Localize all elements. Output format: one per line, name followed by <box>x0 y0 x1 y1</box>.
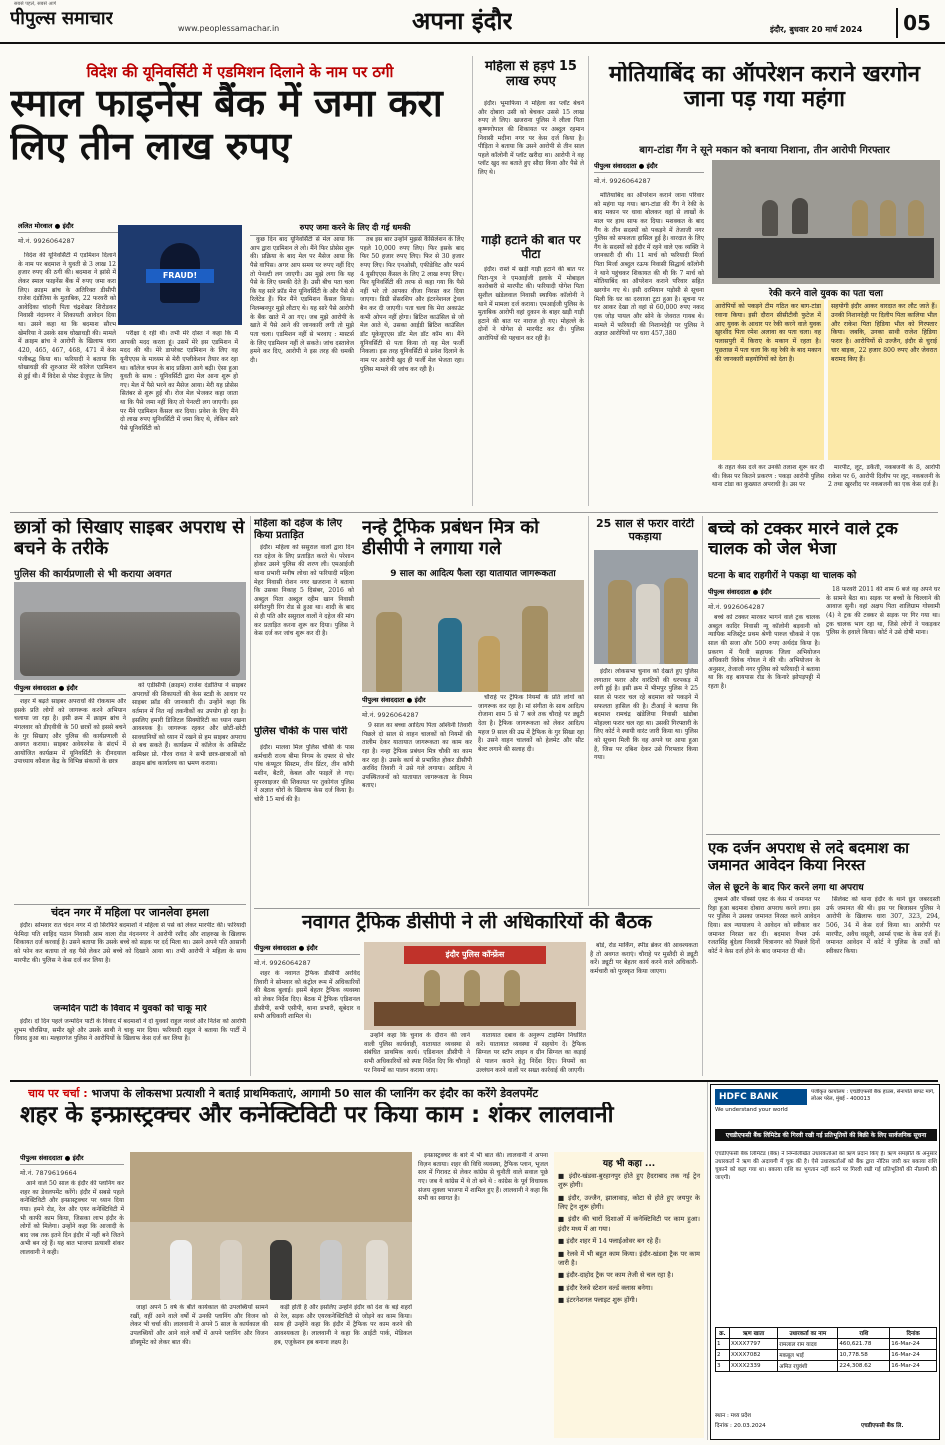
cataract-subhead: बाग-टांडा गैंग ने सूने मकान को बनाया निशाना, तीन आरोपी गिरफ्तार <box>639 145 890 156</box>
bank-name: HDFC BANK <box>719 1092 779 1102</box>
section-rule <box>254 908 700 909</box>
dcp-byline-block <box>254 942 360 967</box>
theft-headline: पुलिस चौकी के पास चोरी <box>254 726 348 737</box>
column-divider <box>250 516 251 1076</box>
dcp-body-2: उन्होंने कहा कि चुनाव के दौरान की जाने वाली पुलिस कार्यवाही, यातायात व्यवस्था से संबंधित प्राथमिक कार्य। एडिशनल डीसीपी ने सभी अधिकारियों को स्पष्ट निर्देश दिए कि चौराहों पर नियमों का पालन कराया जाए। <box>364 1032 470 1074</box>
list-item: ■ इंटरनेशनल फ्लाइट शुरू होंगी। <box>558 1295 638 1304</box>
lalwani-col-3: कड़ी होती है और इसलिए उन्होंने इंदौर को देश के बड़े शहरों से रेल, सड़क और एयरकनेक्टिविटी से जोड़ने का काम किया। साथ ही उन्होंने कहा कि इंदौर में ट्रैफिक पर काम करने की आवश्यकता है। लालवानी ने कहा कि आईटी पार्क, मेडिकल हब, एजुकेशन हब बनाना लक्ष्य है। <box>274 1304 412 1346</box>
table-header <box>716 1328 937 1339</box>
table-row <box>716 1339 937 1350</box>
lalwani-photo <box>130 1152 412 1300</box>
panelist <box>220 1240 242 1300</box>
officer <box>504 970 520 1006</box>
dateline: इंदौर, बुधवार 20 मार्च 2024 <box>770 25 863 34</box>
cyber-subhead: पुलिस की कार्यप्रणाली से भी कराया अवगत <box>14 569 172 580</box>
person <box>762 200 778 236</box>
panelist <box>320 1240 342 1300</box>
table-cell: 16-Mar-24 <box>890 1339 937 1350</box>
column-divider <box>588 516 589 906</box>
phone-number: मो.नं. 7879619664 <box>20 1169 77 1177</box>
page-number: 05 <box>896 8 936 38</box>
notice-footer-date: दिनांक : 20.03.2024 <box>715 1423 766 1429</box>
cyber-byline-block <box>14 682 126 698</box>
phone-number: मो.नं. 9926064287 <box>362 711 419 719</box>
table-header-cell: राशि <box>838 1328 890 1339</box>
birthday-body: इंदौर। दो दिन पहले जन्मदिन पार्टी के विवाद में बदमाशों ने दो युवकों राहुल नरवरे और नितेश को आरोपी शुभम चौरसिया, समीर खुरे और उसके साथी ने चाकू मार दिया। फरियादी राहुल ने बताया कि पार्टी में विवाद हुआ था। मल्हारगंज पुलिस ने आरोपियों के खिलाफ केस दर्ज कर लिया है। <box>14 1018 246 1043</box>
dcp-photo <box>364 942 586 1030</box>
truck-body-2: 18 फरवरी 2011 की शाम 6 बजे वह अपने घर के सामने बैठा था। सड़क पर बच्चों के चिल्लाने की आवाज सुनी। वहां अक्षय पिता शालिग्राम गोस्वामी (4) ने ट्रक की टक्कर से सड़क पर गिर गया था। ट्रक चालक भाग रहा था, जिसे लोगों ने पकड़कर पुलिस के हवाले किया। कोर्ट ने उसे दोषी माना। <box>826 586 940 637</box>
table-cell: 10,778.58 <box>838 1350 890 1361</box>
table-cell: 16-Mar-24 <box>890 1350 937 1361</box>
cataract-body: मोतियाबिंद का ऑपरेशन कराने जाना परिवार को महंगा पड़ गया। बाग-टांडा की गैंग ने रेकी के बाद मकान पर धावा बोलकर वहां से लाखों के माल पर हाथ साफ कर दिया। मशक्कत के बाद गैंग के तीन सदस्यों को पकड़ने में तेजाजी नगर पुलिस को सफलता हासिल हुई है। वारदात के लिए गैंग के सदस्यों को इंदौर में रहने वाले एक व्यक्ति ने जानकारी दी थी। 11 मार्च को फरियादी मिर्जा पिता मिर्जा अब्दुल रऊफ निवासी सिद्धार्थ कॉलोनी ने थाने पहुंचकर शिकायत की थी कि 7 मार्च को मोतियाबिंद का ऑपरेशन कराने परिवार सहित खरगोन गए थे। इसी दरमियान पड़ोसी से सूचना मिली कि घर का दरवाजा टूटा हुआ है। सूचना पर घर आकर देखा तो वहां से 60,000 रुपए नकद एक जोड़ पायल और सोने के जेवरात गायब थे। मामले में फरियादी की निशानदेही पर पुलिस ने अज्ञात आरोपियों पर धारा 457,380 <box>594 192 704 338</box>
traffic-byline-block <box>362 694 472 719</box>
traffic-headline: नन्हे ट्रैफिक प्रबंधन मित्र को डीसीपी ने लगाया गले <box>362 518 539 559</box>
cataract-byline-block <box>594 160 704 185</box>
column-divider <box>472 56 473 506</box>
brand-tagline: सबसे पहले, सबसे आगे <box>14 1 57 7</box>
chai-strip <box>28 1086 708 1101</box>
infobox-text: सहयोगी इंदौर आकर वारदात कर लौट जाते हैं। उनकी निशानदेही पर दिलीप पिता कालिया भील और राकेश पिता हिडिया भील को गिरफ्तार किया। जबकि, उनका साथी राजेश हिडिया फरार है। आरोपियों से उज्जैन, इंदौर से चुराई चार बाइक, 22 हजार 800 रुपए और जेवरात बरामद किए हैं। <box>831 303 937 363</box>
notice-title: एचडीएफसी बैंक लिमिटेड की गिरवी रखी गई प्रतिभूतियों की बिक्री के लिए सार्वजनिक सूचना <box>715 1129 937 1141</box>
stage-backdrop <box>130 1152 412 1222</box>
traffic-photo <box>362 580 584 692</box>
byline: पीपुल्स संवाददाता ● इंदौर <box>20 1152 124 1165</box>
dowry-headline: महिला को दहेज के लिए किया प्रताड़ित <box>254 518 343 541</box>
lead-col-2: परीक्षा दे रही थी। तभी मेरे दोस्त ने कहा कि मैं आपकी मदद करता हूं। उसमें मेरे इस एडमिशन में मदद की थी। मेरे डायरेक्ट एडमिशन के लिए वह यूनीएएस के माध्यम से मेरी एप्लीकेशन तैयार कर रहा था। कॉलेज चयन के बाद प्रक्रिया आगे बढ़ी। ऐसा हुआ युवती के साथ : यूनिवर्सिटी द्वारा मेल आना शुरू हो गए। मेल में पैसे भरने का मैसेज आया। मेरी यह प्रोसेस सितंबर से शुरू हुई थी। रोज मेल भेजकर कहा जाता था कि पैसे जमा नहीं किए तो पेनल्टी लग जाएगी। इस पर मैंने एडमिशन कैंसल कर दिया। प्रवेश के लिए मैंने दो लाख रुपए यूनिवर्सिटी में जमा किए थे, लेकिन सारे पैसे यूनिवर्सिटी को <box>120 330 238 433</box>
truck-headline: बच्चे को टक्कर मारने वाले ट्रक चालक को जेल भेजा <box>708 520 898 559</box>
phone-number: मो.नं. 9926064287 <box>254 959 311 967</box>
traffic-subhead: 9 साल का आदित्य फैला रहा यातायात जागरूकता <box>390 569 556 579</box>
notice-footer-place: स्थान : मध्य प्रदेश <box>715 1413 752 1419</box>
byline: पीपुल्स संवाददाता ● इंदौर <box>708 586 820 599</box>
traffic-body-2: चौराहे पर ट्रैफिक नियमों के प्रति लोगों को जागरूक कर रहा है। मां संगीता के साथ आदित्य रोजाना शाम 5 से 7 बजे तक चौराहे पर ड्यूटी देता है। ट्रैफिक जागरूकता को लेकर आदित्य महज 9 साल की उम्र में ट्रैफिक के गुर सिखा रहा है। उसने वाहन चालकों को हेलमेट और सीट बेल्ट लगाने की सलाह दी। <box>478 694 584 753</box>
column-divider <box>707 1082 708 1440</box>
bail-subhead: जेल से छूटने के बाद फिर करने लगा था अपराध <box>708 883 864 893</box>
panelist <box>270 1240 292 1300</box>
byline: पीपुल्स संवाददाता ● इंदौर <box>254 942 360 955</box>
woman-headline: महिला से हड़पे 15 लाख रुपए <box>485 60 577 89</box>
woman <box>438 618 462 692</box>
motorbike-row <box>718 238 934 278</box>
section-rule <box>10 512 938 513</box>
lalwani-col-1: आने वाले 50 साल के इंदौर की प्लानिंग कर शहर का डेवलपमेंट करेंगे। इंदौर में सबसे पहले कनेक्टिविटी और इन्फ्रास्ट्रक्चर पर ध्यान दिया गया। हमने रोड, रेल और एयर कनेक्टिविटी में भी काफी काम किया, जिसका लाभ इंदौर के लोगों को मिलेगा। उन्होंने कहा कि आजादी के बाद जब तक इतने दिन इंदौर में नहीं बने जितने अभी बन रहे हैं। यह बात भाजपा प्रत्याशी शंकर लालवानी ने कही। <box>20 1180 124 1257</box>
notice-body: एचडीएफसी बैंक लिमिटेड (बैंक) ने निम्नलिखित उधारकर्ताओं को ऋण प्रदान किए हैं। ऋण समझौते के अनुसार उधारकर्ता ने ऋण की अदायगी में चूक की है। ऐसे उधारकर्ताओं को बैंक द्वारा नोटिस जारी कर बकाया राशि चुकाने को कहा गया था। बकाया राशि का भुगतान नहीं करने पर गिरवी रखी गई प्रतिभूतियों की नीलामी की जाएगी। <box>715 1151 937 1181</box>
table-cell: 460,621.78 <box>838 1339 890 1350</box>
infobox-text: आरोपियों को पकड़ने टीम गठित कर बाग-टांडा रवाना किया। इसी दौरान सीसीटीवी फुटेज में आए युवक के आधार पर रेकी करने वाले युवक खुरशीद पिता रमेश अलावा का पता चला। वह पलासपुरी में किराए के मकान में रहता है। पूछताछ में पता चला कि वह रेकी के बाद मकान की जानकारी सहयोगियों को देता है। <box>715 303 821 363</box>
list-item: ■ इंदौर की चारों दिशाओं में कनेक्टिविटी पर काम हुआ। इंदौर मध्य में आ गया। <box>558 1215 700 1233</box>
table-cell: अमित रघुवंशी <box>778 1361 838 1372</box>
section-title: अपना इंदौर <box>412 7 513 35</box>
theft-body: इंदौर। मालवा मिल पुलिस चौकी के पास कर्मचारी राज्य बीमा निगम के दफ्तर से चोर पांच कंप्यूटर सिस्टम, तीन प्रिंटर, तीन कॉपी मशीन, बैटरी, केबल और फाइलें ले गए। सुपरवाइजर की शिकायत पर तुकोगंज पुलिस ने अज्ञात चोरों के खिलाफ केस दर्ज किया है। चोरी 15 मार्च की है। <box>254 744 354 803</box>
byline: पीपुल्स संवाददाता ● इंदौर <box>594 160 704 173</box>
strip-label: चाय पर चर्चा : <box>28 1087 88 1100</box>
table-cell: 224,308.62 <box>838 1361 890 1372</box>
accused-person <box>636 584 660 664</box>
cataract-infobox-left <box>712 300 824 460</box>
strip-text: भाजपा के लोकसभा प्रत्याशी ने बताई प्राथमिकताएं, आगामी 50 साल की प्लानिंग कर इंदौर का करेंगे डेवलपमेंट <box>91 1087 539 1100</box>
dcp-body-3b: यातायात दबाव के अनुरूप टाइमिंग निर्धारित करें। यातायात व्यवस्था में सहयोग दें। ट्रैफिक सिग्नल पर स्टॉप लाइन व ग्रीन सिग्नल का कड़ाई से पालन कराने हेतु निर्देश दिए। नियमों का उल्लंघन करने वालों पर सख्त कार्रवाई की जाएगी। <box>476 1032 586 1074</box>
child-traffic-mitra <box>478 636 500 692</box>
table-cell: मकबूल भाई <box>778 1350 838 1361</box>
table-cell: रामलाल राम यादव <box>778 1339 838 1350</box>
panelist <box>366 1240 388 1300</box>
cyber-headline: छात्रों को सिखाए साइबर अपराध से बचने के तरीके <box>14 518 245 559</box>
lead-headline: स्माल फाइनेंस बैंक में जमा करा लिए तीन लाख रुपए <box>10 82 443 168</box>
lead-col-3: कुछ दिन बाद यूनिवर्सिटी से मेल आया कि आप द्वारा एडमिशन ले लो। मैंने फिर प्रोसेस शुरू की। प्रक्रिया के बाद मेल पर मैसेज आया कि पैसे वापिस। अगर आप समय पर रुपए नहीं दिए तो पेनल्टी लग जाएगी। उस मुझे लगा कि यह पैसे के लिए धमकी देते हैं। उसी बीच पता चला कि यह सारे फ्रॉड मेरा यूनिवर्सिटी के और पैसे से रिलेटेड हैं। फिर मैंने एडमिशन कैंसल किया। निलम्बनपुर मुझे लौटाए थे। यह सारे पैसे आरोपी के बैंक खाते में आ गए। जब मुझे आरोपी के खाते में पैसे आने की जानकारी लगी तो मुझे पता चला। एडमिशन नहीं से भरवाए : मास्टर्स के लिए एडमिशन नहीं ले सकते। जांच दस्तावेज हमने कर दिए, आरोपी ने इस तरह की धमकी दी। <box>250 236 354 364</box>
conference-banner: इंदौर पुलिस कॉन्फ्रेंस <box>404 946 546 964</box>
hdfc-office: पंजीकृत कार्यालय : एचडीएफसी बैंक हाउस, सेनापति बापट मार्ग, लोअर परेल, मुंबई - 400013 <box>811 1089 935 1102</box>
dcp-headline: नवागत ट्रैफिक डीसीपी ने ली अधिकारियों की बैठक <box>302 912 652 933</box>
table-cell: 1 <box>716 1339 730 1350</box>
notice-signature: एचडीएफसी बैंक लि. <box>861 1423 904 1429</box>
lalwani-byline-block <box>20 1152 124 1177</box>
list-item: ■ इंदौर-दाहोद ट्रैक पर काम तेजी से चल रहा है। <box>558 1271 674 1280</box>
table-header-cell: दिनांक <box>890 1328 937 1339</box>
list-item: ■ इंदौर, उज्जैन, झालावाड़, कोटा से होते हुए जयपुर के लिए ट्रेन शुरू होगी। <box>558 1193 700 1212</box>
masthead <box>0 0 945 44</box>
lalwani-col-2: जाहां अपने 5 वर्ष के बीते कार्यकाल की उपलब्धियों सामने रखीं, वहीं आने वाले वर्षों में उनकी प्लानिंग और विजन को लेकर भी चर्चा की। लालवानी ने अपने 5 साल के कार्यकाल की उपलब्धियों और आने वाले वर्षों में अपने प्लानिंग और विजन डॉक्यूमेंट को लेकर बात की। <box>130 1304 268 1346</box>
cataract-infobox-right <box>828 300 940 460</box>
table-row <box>716 1361 937 1372</box>
fraud-illustration <box>118 225 242 325</box>
police-officer <box>376 612 402 692</box>
byline: पीपुल्स संवाददाता ● इंदौर <box>14 682 126 695</box>
police-officer <box>852 200 868 236</box>
phone-number: मो.नं. 9926064287 <box>18 237 75 245</box>
table-header-cell: क्र. <box>716 1328 730 1339</box>
cataract-headline: मोतियाबिंद का ऑपरेशन कराने खरगोन जाना पड़ गया महंगा <box>609 62 920 113</box>
also-said-title: यह भी कहा ... <box>602 1159 656 1169</box>
bail-body-1: दुष्कर्म और पॉक्सो एक्ट के केस में जमानत पर रिहा हुआ बदमाश दोबारा अपराध करने लगा। इस पर पुलिस ने उसका जमानत निरस्त करने आवेदन दिया। सत्र न्यायालय ने आवेदन को स्वीकार कर जमानत निरस्त कर दी। बदमाश वैभव उर्फ रजतसिंह बुंदेला निवासी चित्रानगर को पिछले दिनों कोर्ट ने केस दर्ज होने के बाद जमानत दी थी। <box>708 896 820 955</box>
column-divider <box>588 56 589 506</box>
hdfc-tagline: We understand your world <box>715 1107 788 1113</box>
table-cell: XXXX7082 <box>729 1350 777 1361</box>
phone-number: मो.नं. 9926064287 <box>594 177 651 185</box>
police-officer <box>880 200 896 236</box>
list-item: ■ इंदौर-खंडवा-बुरहानपुर होते हुए हैदराबाद तक नई ट्रेन शुरू होगी। <box>558 1172 700 1190</box>
list-item: ■ रेलवे में भी बहुत काम किया। इंदौर-खंडवा ट्रैक पर काम जारी है। <box>558 1249 700 1267</box>
officer <box>464 970 480 1006</box>
chandan-headline: चंदन नगर में महिला पर जानलेवा हमला <box>14 904 246 920</box>
cataract-body-3: मारपीट, लूट, डकैती, नकबजनी के 8, आरोपी राकेश पर 6, आरोपी दिलीप पर लूट, नकबजनी के 2 तथा खुरशीद पर नकबजनी का एक केस दर्ज है। <box>828 464 940 489</box>
byline: ललित मोरवाल ● इंदौर <box>18 220 218 233</box>
police-officer <box>908 200 924 236</box>
hdfc-notice <box>710 1084 940 1440</box>
table-header-cell: उधारकर्ता का नाम <box>778 1328 838 1339</box>
birthday-headline: जन्मदिन पार्टी के विवाद में युवकों को चाकू मारे <box>53 1004 207 1014</box>
lead-kicker: विदेश की यूनिवर्सिटी में एडमिशन दिलाने के नाम पर ठगी <box>86 63 394 81</box>
warrant-body: इंदौर। लोकसभा चुनाव को देखते हुए पुलिस लगातार फरार और वारंटियों की धरपकड़ में लगी हुई है। इसी क्रम में भीमपुर पुलिस ने 25 साल से फरार चल रहे बदमाश को पकड़ने में सफलता हासिल की है। टीआई ने बताया कि बदमाश रामचंद्र खंडेलिया निवासी खंडोबा मोहल्ला फरार चल रहा था। उसकी गिरफ्तारी के लिए कोर्ट ने स्थायी वारंट जारी किया था। पुलिस को सूचना मिली कि वह अपने घर आया हुआ है, जिस पर दबिश देकर उसे गिरफ्तार किया गया। <box>594 668 698 762</box>
byline: पीपुल्स संवाददाता ● इंदौर <box>362 694 472 707</box>
lead-col-4: तब इस बार उन्होंने मुझसे कैंसिलेशन के लिए पहले 10,000 रुपए लिए। फिर इसके बाद फिर 50 हजार रुपए लिए। फिर से 30 हजार रुपए लिए। फिर एनओसी, एफीडेविट और फार्म 4 यूसीएएस कैंसल के लिए 2 लाख रुपए लिए। फिर यूनिवर्सिटी की तरफ से कहा गया कि पैसे नहीं भरे तो आपका वीजा निरस्त कर दिया जाएगा। डिग्री सेंसरशिप और इंटरनेशनल ट्रेवल बैन कर दी जाएगी। पता चला कि मेरा अकाउंट कभी ओपन नहीं होगा। ब्रिटिश काउंसिल से जो मेल आते थे, उसका आईडी ब्रिटिश काउंसिल डॉट यूकेयूएएस डॉट मेल डॉट कॉम था। मैंने यूनिवर्सिटी से पता किया तो यह मेल फर्जी निकला। इस तरह यूनिवर्सिटी से प्रवेश दिलाने के नाम पर आरोपी खुद ही फर्जी मेल भेजता रहा। पुलिस मामले की जांच कर रही है। <box>360 236 464 373</box>
dcp-body-1: शहर के नवागत ट्रैफिक डीसीपी अरविंद तिवारी ने सोमवार को कंट्रोल रूम में अधिकारियों की बैठक बुलाई। इसमें बेहतर ट्रैफिक व्यवस्था को लेकर निर्देश दिए। बैठक में ट्रैफिक एडिशनल डीसीपी, सभी एसीपी, थाना प्रभारी, सूबेदार व सभी अधिकारी शामिल थे। <box>254 970 360 1021</box>
section-rule <box>706 834 940 835</box>
cyber-photo <box>14 582 246 680</box>
cyber-body-1: शहर में बढ़ते साइबर अपराधों की रोकथाम और इसके प्रति लोगों को जागरूक करने अभियान चलाया जा रहा है। इसी क्रम में क्राइम ब्रांच ने मंगलवार को डीएवीवी के 50 छात्रों को इससे बचने के गुर सिखाए और पुलिस की कार्यप्रणाली से अवगत कराया। साइबर अवेयरनेस के संदर्भ में आयोजित कार्यक्रम में यूनिवर्सिटी के दीनदयाल उपाध्याय कौशल केंद्र के विभिन्न संकायों के छात्र <box>14 698 126 766</box>
table-header-cell: ऋण खाता <box>729 1328 777 1339</box>
fraud-label: FRAUD! <box>146 269 214 283</box>
section-rule <box>10 1080 938 1082</box>
cyber-body-2: को एडीसीपी (क्राइम) राजेश दंडोतिया ने साइबर अपराधों की शिकायतों की केस स्टडी के आधार पर साइबर फ्रॉड की जानकारी दी। उन्होंने कहा कि वर्तमान में नित नई तकनीकों का उपयोग हो रहा है। इसलिए हमारी डिजिटल सिक्योरिटी का ध्यान रखना आवश्यक है। जागरूक रहकर और छोटी-छोटी सावधानियों को ध्यान में रखने से हम साइबर अपराध से बच सकते हैं। कार्यक्रम में कॉलेज के असिस्टेंट कमिश्नर प्रो. गौरव रावत ने सभी छात्र-छात्राओं को क्राइम ब्रांच कार्यालय का भ्रमण कराया। <box>132 682 246 767</box>
truck-byline-block <box>708 586 820 611</box>
list-item: ■ इंदौर रेलवे स्टेशन वर्ल्ड क्लास बनेगा। <box>558 1283 653 1292</box>
truck-body-1: बच्चे को टक्कर मारकर भागने वाले ट्रक चालक अब्दुल कादिर निवासी न्यू कॉलोनी बड़वानी को न्यायिक मजिस्ट्रेट प्रथम श्रेणी पारुल चौकसे ने एक साल की सजा और 500 रुपए अर्थदंड किया है। प्रकरण में पैरवी सहायक जिला अभियोजन अधिकारी विवेक गोयल ने की थी। अभियोजन के अनुसार, तेजाजी नगर पुलिस को फरियादी ने बताया था कि वह बायपास रोड के किनारे झोपड़पट्टी में रहता है। <box>708 614 820 691</box>
lalwani-headline: शहर के इन्फ्रास्ट्रक्चर और कनेक्टिविटी पर किया काम : शंकर लालवानी <box>20 1102 614 1128</box>
table-cell: 2 <box>716 1350 730 1361</box>
lalwani-col-4: इन्फ्रास्ट्रक्चर के बारे में भी बात की। लालवानी ने अपना विज़न बताया। शहर की विधि व्यवस्था, ट्रैफिक प्लान, भूजल स्तर में गिरावट से लेकर कांग्रेस से चुनौती वाले सवाल पूछे गए। जब ये कांग्रेस में थे तो बने थे : कांग्रेस के पूर्व विधायक संजय शुक्ला भाजपा में शामिल हुए हैं। लालवानी ने कहा कि सभी का स्वागत है। <box>418 1152 548 1203</box>
hdfc-logo <box>715 1089 807 1105</box>
students-group <box>20 612 240 676</box>
woman-body: इंदौर। भूमाफिया ने महिला का प्लॉट बेचने और दोबारा उसी को बेचकर उससे 15 लाख रुपए ले लिए। खजराना पुलिस ने लीला पिता कृष्णगोपाल की शिकायत पर अब्दुल रहमान निवासी मदीना नगर पर केस दर्ज किया है। पीड़िता ने बताया कि उसने आरोपी से तीन साल पहले कॉलोनी में प्लॉट खरीदा था। आरोपी ने वह प्लॉट खुद का बताते हुए सौदा किया और पैसे ले लिए थे। <box>478 100 584 177</box>
police-officer <box>664 578 688 664</box>
website-link[interactable]: www.peoplessamachar.in <box>178 24 280 33</box>
bail-headline: एक दर्जन अपराध से लदे बदमाश का जमानत आवेदन किया निरस्त <box>708 840 910 875</box>
dcp-body-4: बोर्ड, रोड मार्किंग, स्पीड ब्रेकर की आवश्यकता है तो अवगत कराएं। चौराहे पर मुस्तैदी से ड्यूटी करें। ड्यूटी पर बेहतर कार्य करने वाले अधिकारी-कर्मचारी को पुरस्कृत किया जाएगा। <box>590 942 698 975</box>
chandan-body: इंदौर। सोमवार रात चंदन नगर में दो सिरफिरे बदमाशों ने महिला से पर्स को लेकर मारपीट की। फरियादी फेमिदा पति शाहिद पठान निवासी आम वाला रोड नंदननगर ने आरोपी रशीद और शाहरुख के खिलाफ शिकायत दर्ज करवाई है। उसने बताया कि उसके बच्चे को सड़क पर दर्द मिला था। उसने अपने पति आसानी को फोन कर बताया तो वह पैसे लेकर उसे बच्चे को दिखाने आया था। तभी आरोपी ने महिला के साथ मारपीट की। पुलिस ने केस दर्ज कर लिया है। <box>14 922 246 964</box>
warrant-headline: 25 साल से फरार वारंटी पकड़ाया <box>596 518 694 543</box>
also-said-list <box>558 1172 700 1305</box>
table-cell: 16-Mar-24 <box>890 1361 937 1372</box>
lead-subhead: रुपए जमा करने के लिए दी गई धमकी <box>250 222 460 236</box>
notice-table <box>715 1327 937 1372</box>
also-said-box <box>554 1152 704 1438</box>
column-divider <box>702 516 703 1076</box>
list-item: ■ इंदौर शहर में 14 फ्लाईओवर बन रहे हैं। <box>558 1237 661 1246</box>
warrant-photo <box>594 550 698 664</box>
table-cell: 3 <box>716 1361 730 1372</box>
cataract-body-2: के तहत केस दर्ज कर उनकी तलाश शुरू कर दी थी। किस पर कितने प्रकरण : पकड़ा आरोपी पुलिस थाना टांडा का कुख्यात अपराधी है। उस पर <box>712 464 824 489</box>
traffic-body-1: 9 साल का बच्चा आदित्य पिता अश्विनी तिवारी पिछले दो साल से वाहन चालकों को नियमों की तालीम देकर यातायात जागरूकता का काम कर रहा है। नन्हा ट्रैफिक प्रबंधन मित्र चौकी का काम कर रहा है। उसके कार्य से प्रभावित होकर डीसीपी अरविंद तिवारी ने उसे गले लगाया। आदित्य ने उपस्थितजनों को यातायात जागरूकता के नियम बताए। <box>362 722 472 790</box>
cataract-caption: रेकी करने वाले युवक का पता चला <box>769 289 883 299</box>
car-beating-body: इंदौर। रास्ते में खड़ी गाड़ी हटाने की बात पर पिता-पुत्र ने एमआईजी इलाके में मोबाइल कारोबारी से मारपीट की। फरियादी योगेश पिता सुशील खंडेलवाल निवासी स्थायिक कॉलोनी ने थाने में मामला दर्ज कराया। एमआईजी पुलिस के मुताबिक आरोपी वहां दुकान के बाहर खड़ी गाड़ी हटाने की बात पर नाराज हो गए। मोहल्ले के दोनों ने योगेश से मारपीट कर दी। पुलिस आरोपियों की पहचान कर रही है। <box>478 266 584 343</box>
police-officer <box>522 606 548 692</box>
person <box>792 198 808 234</box>
phone-number: मो.नं. 9926064287 <box>708 603 765 611</box>
truck-subhead: घटना के बाद राहगीरों ने पकड़ा था चालक को <box>708 571 857 581</box>
police-officer <box>608 580 632 664</box>
officer <box>424 970 440 1006</box>
panelist <box>170 1240 192 1300</box>
brand-logo: पीपुल्स समाचार <box>10 8 113 29</box>
table-cell: XXXX7797 <box>729 1339 777 1350</box>
table-cell: XXXX2339 <box>729 1361 777 1372</box>
car-beating-headline: गाड़ी हटाने की बात पर पीटा <box>481 234 581 261</box>
cataract-photo <box>712 160 940 284</box>
table-row <box>716 1350 937 1361</box>
dowry-body: इंदौर। महिला को ससुराल वालों द्वारा दिन रात दहेज के लिए प्रताड़ित करते थे। परेशान होकर उसने पुलिस की शरण ली। एमआईजी थाना प्रभारी मनीष लोधा को फरियादी महिला मेहर निवासी रोशन नगर खजराना ने बताया कि उसका निकाह 5 दिसंबर, 2016 को अब्दुल पिता अब्दुल रहीम खान निवासी संगीतपुरी रिंग रोड से हुआ था। शादी के बाद से ही पति और ससुराल वालों ने दहेज की मांग कर प्रताड़ित करना शुरू कर दिया। पुलिस ने केस दर्ज कर जांच शुरू कर दी है। <box>254 544 354 638</box>
lead-col-1: विदेश की यूनिवर्सिटी में एडमिशन दिलाने के नाम पर बदमाश ने युवती से 3 लाख 12 हजार रुपए की ठगी की। बदमाश ने झांसे में लेकर स्माल फाइनेंस बैंक में रुपए जमा करा लिए। क्राइम ब्रांच के अतिरिक्त डीसीपी राजेश दंडोतिया के मुताबिक, 22 फरवरी को आवेदिका चांदनी पिता चंद्रशेखर शिरोडकर निवासी नंदानगर ने शिकायती आवेदन दिया था। उसने कहा था कि बदमाश सौरभ खेमरिया ने उसके साथ धोखाधड़ी की। मामले में क्राइम ब्रांच ने आरोपी के खिलाफ धारा 420, 465, 467, 468, 471 में केस पंजीबद्ध किया था। फरियादी ने बताया कि धोखाधड़ी की शुरुआत मेरे कॉलेज एडमिशन से हुई थी। मैं विदेश से पोस्ट ग्रेजुएट के लिए <box>18 252 116 380</box>
bail-body-2: सिलेक्ट को थाना इंदौर के थाने ध्रुव जबरदस्ती उर्फ जमानत की थी। इस पर बिजासन पुलिस ने आरोपी के खिलाफ धारा 307, 323, 294, 506, 34 में केस दर्ज किया था। आरोपी पर मारपीट, अवैध वसूली, आर्म्स एक्ट के केस दर्ज हैं। जमानत आवेदन में कोर्ट ने पुलिस के तर्कों को स्वीकार किया। <box>826 896 940 955</box>
